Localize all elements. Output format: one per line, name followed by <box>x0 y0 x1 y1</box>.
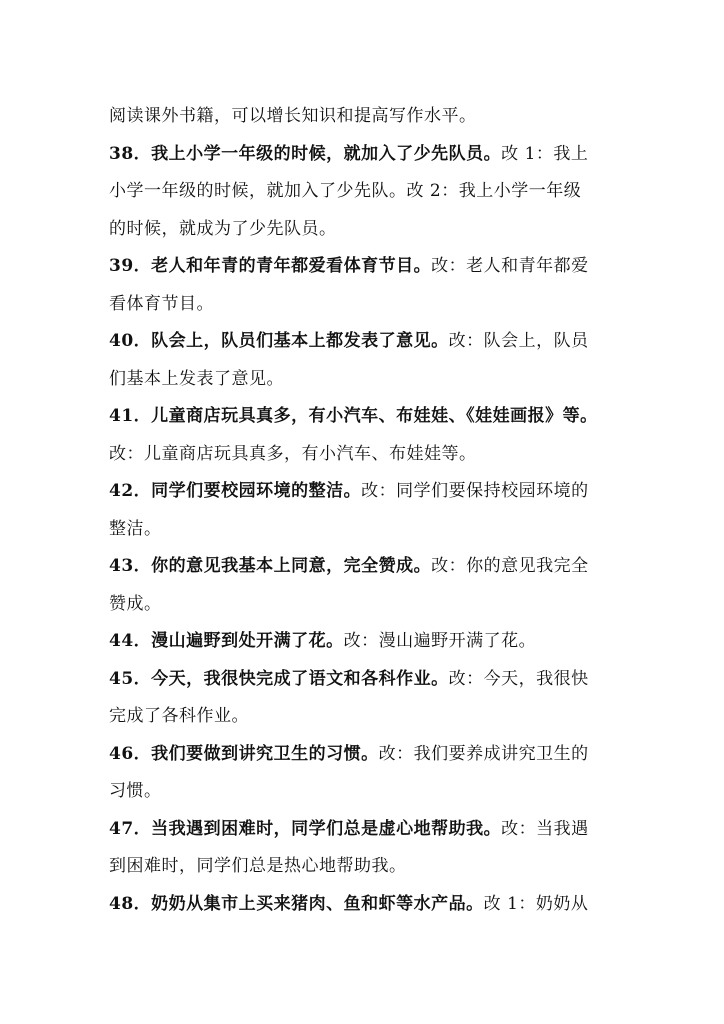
text-line <box>109 548 629 586</box>
text-segment: 改 1：我上 <box>501 143 589 164</box>
bold-segment: 46． <box>109 743 152 764</box>
bold-segment: 41． <box>109 406 152 426</box>
text-line <box>109 773 629 811</box>
bold-segment: 我们要做到讲究卫生的习惯。 <box>151 743 379 764</box>
text-line <box>109 211 629 249</box>
bold-segment: 42． <box>109 481 152 501</box>
bold-segment: 老人和年青的青年都爱看体育节目。 <box>151 256 432 276</box>
text-line <box>109 586 629 624</box>
text-line <box>109 811 629 849</box>
text-line <box>109 248 629 286</box>
text-line <box>109 886 629 924</box>
text-segment: 改：今天，我很快 <box>448 668 589 689</box>
bold-segment: 当我遇到困难时，同学们总是虚心地帮助我。 <box>151 818 502 839</box>
text-segment: 阅读课外书籍，可以增长知识和提高写作水平。 <box>109 106 477 126</box>
text-segment: 到困难时，同学们总是热心地帮助我。 <box>109 856 407 876</box>
bold-segment: 漫山遍野到处开满了花。 <box>151 631 344 651</box>
bold-segment: 我上小学一年级的时候，就加入了少先队员。 <box>151 143 502 164</box>
text-segment: 改：漫山遍野开满了花。 <box>343 631 537 651</box>
text-segment: 看体育节目。 <box>109 293 214 314</box>
bold-segment: 44． <box>109 631 152 651</box>
text-line <box>109 436 629 474</box>
bold-segment: 39． <box>109 256 152 276</box>
text-line <box>109 511 629 549</box>
bold-segment: 儿童商店玩具真多，有小汽车、布娃娃、《娃娃画报》等。 <box>151 406 598 426</box>
text-segment: 改：同学们要保持校园环境的 <box>361 481 589 501</box>
text-segment: 改：老人和青年都爱 <box>431 256 589 276</box>
text-line <box>109 623 629 661</box>
bold-segment: 同学们要校园环境的整洁。 <box>151 481 362 501</box>
text-segment: 习惯。 <box>109 781 162 801</box>
text-segment: 改：队会上，队员 <box>448 331 589 351</box>
text-line <box>109 398 629 436</box>
text-line <box>109 173 629 211</box>
bold-segment: 今天，我很快完成了语文和各科作业。 <box>151 668 449 689</box>
text-line <box>109 736 629 774</box>
text-segment: 改：我们要养成讲究卫生的 <box>378 743 589 764</box>
bold-segment: 队会上，队员们基本上都发表了意见。 <box>151 331 449 351</box>
text-segment: 改：你的意见我完全 <box>431 556 589 576</box>
document-page <box>109 98 629 923</box>
text-segment: 完成了各科作业。 <box>109 706 249 726</box>
bold-segment: 48． <box>109 893 152 914</box>
text-line <box>109 286 629 324</box>
text-segment: 改：儿童商店玩具真多，有小汽车、布娃娃等。 <box>109 443 477 464</box>
bold-segment: 奶奶从集市上买来猪肉、鱼和虾等水产品。 <box>151 893 484 914</box>
text-segment: 赞成。 <box>109 593 162 614</box>
text-segment: 改：当我遇 <box>501 818 589 839</box>
bold-segment: 你的意见我基本上同意，完全赞成。 <box>151 556 432 576</box>
bold-segment: 45． <box>109 668 152 689</box>
text-segment: 的时候，就成为了少先队员。 <box>109 218 337 239</box>
text-line <box>109 323 629 361</box>
text-line <box>109 661 629 699</box>
text-segment: 改 1：奶奶从 <box>483 893 589 914</box>
text-line <box>109 698 629 736</box>
text-line <box>109 473 629 511</box>
bold-segment: 38． <box>109 143 152 164</box>
bold-segment: 40． <box>109 331 152 351</box>
bold-segment: 43． <box>109 556 152 576</box>
bold-segment: 47． <box>109 818 152 839</box>
text-line <box>109 98 629 136</box>
text-segment: 整洁。 <box>109 518 162 539</box>
text-line <box>109 848 629 886</box>
text-segment: 小学一年级的时候，就加入了少先队。改 2：我上小学一年级 <box>109 181 582 201</box>
text-line <box>109 136 629 174</box>
text-line <box>109 361 629 399</box>
text-segment: 们基本上发表了意见。 <box>109 368 284 389</box>
